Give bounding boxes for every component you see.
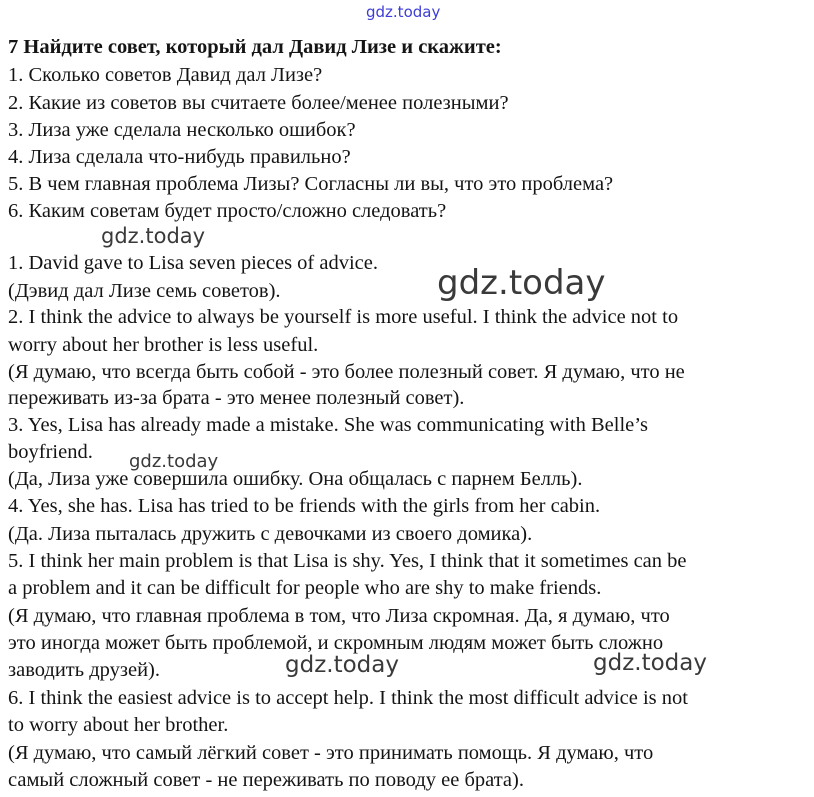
question-6: 6. Каким советам будет просто/сложно следовать?: [8, 200, 447, 222]
answer-line: 4. Yes, she has. Lisa has tried to be friends with the girls from her cabin.: [8, 495, 601, 517]
answer-line: 5. I think her main problem is that Lisa is shy. Yes, I think that it sometimes can be: [8, 550, 687, 572]
question-2: 2. Какие из советов вы считаете более/менее полезными?: [8, 92, 509, 114]
watermark: gdz.today: [593, 650, 707, 676]
task-heading: 7 Найдите совет, который дал Давид Лизе и скажите:: [8, 36, 502, 58]
watermark: gdz.today: [129, 451, 219, 472]
answer-line: 3. Yes, Lisa has already made a mistake. She was communicating with Belle’s: [8, 414, 648, 436]
answer-line: (Да, Лиза уже совершила ошибку. Она общалась с парнем Белль).: [8, 468, 583, 490]
watermark: gdz.today: [285, 652, 399, 678]
answer-line: (Я думаю, что самый лёгкий совет - это принимать помощь. Я думаю, что: [8, 742, 654, 764]
answer-line: это иногда может быть проблемой, и скромным людям может быть сложно: [8, 632, 664, 654]
answer-line: a problem and it can be difficult for people who are shy to make friends.: [8, 577, 602, 599]
question-5: 5. В чем главная проблема Лизы? Согласны ли вы, что это проблема?: [8, 173, 614, 195]
answer-line: (Я думаю, что главная проблема в том, что Лиза скромная. Да, я думаю, что: [8, 605, 670, 627]
answer-line: boyfriend.: [8, 441, 93, 463]
answer-line: 6. I think the easiest advice is to accept help. I think the most difficult advice is not: [8, 687, 688, 709]
answer-line: (Да. Лиза пыталась дружить с девочками из своего домика).: [8, 523, 533, 545]
watermark: gdz.today: [101, 224, 206, 248]
question-4: 4. Лиза сделала что-нибудь правильно?: [8, 146, 351, 168]
answer-line: 1. David gave to Lisa seven pieces of advice.: [8, 252, 379, 274]
answer-line: переживать из-за брата - это менее полезный совет).: [8, 387, 465, 409]
question-1: 1. Сколько советов Давид дал Лизе?: [8, 64, 323, 86]
question-3: 3. Лиза уже сделала несколько ошибок?: [8, 119, 356, 141]
answer-line: самый сложный совет - не переживать по поводу ее брата).: [8, 769, 524, 791]
answer-line: to worry about her brother.: [8, 714, 229, 736]
answer-line: (Дэвид дал Лизе семь советов).: [8, 280, 281, 302]
answer-line: (Я думаю, что всегда быть собой - это более полезный совет. Я думаю, что не: [8, 361, 685, 383]
answer-line: заводить друзей).: [8, 659, 161, 681]
answer-line: worry about her brother is less useful.: [8, 334, 319, 356]
watermark-top: gdz.today: [366, 3, 441, 21]
answer-line: 2. I think the advice to always be yourself is more useful. I think the advice not to: [8, 306, 679, 328]
watermark: gdz.today: [437, 263, 606, 303]
